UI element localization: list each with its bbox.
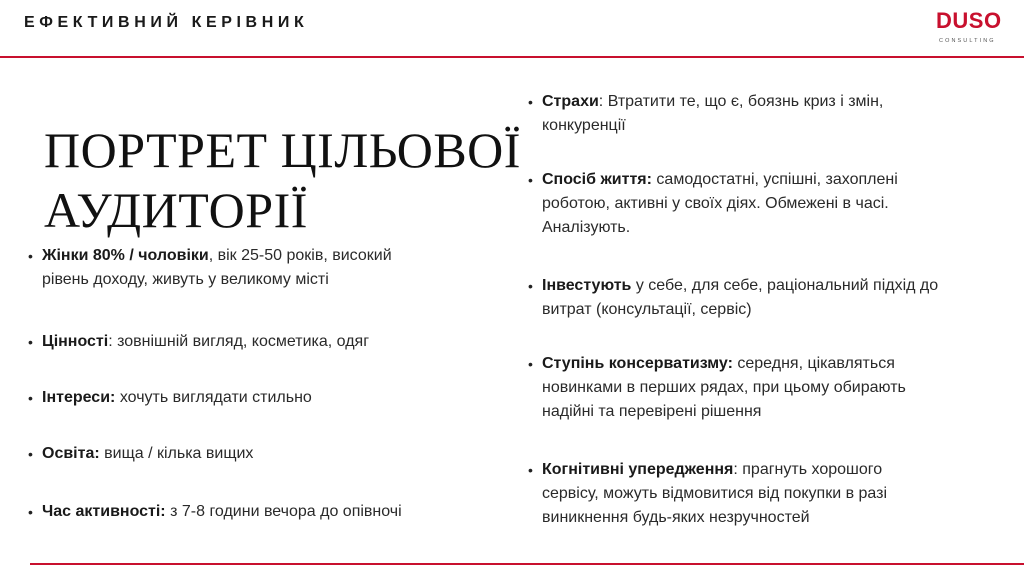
item-text: середня, цікавляться bbox=[732, 355, 895, 372]
list-item-fears bbox=[528, 90, 883, 138]
item-label: Ступінь консерватизму: bbox=[542, 355, 733, 372]
item-text: з 7-8 години вечора до опівночі bbox=[165, 503, 402, 520]
item-label: Когнітивні упередження bbox=[542, 461, 734, 478]
item-text-cont: виникнення будь-яких незручностей bbox=[542, 509, 810, 526]
item-text-cont: сервісу, можуть відмовитися від покупки в разі bbox=[542, 485, 888, 502]
slide-title-line-1: ПОРТРЕТ ЦІЛЬОВОЇ bbox=[44, 121, 521, 178]
list-item-cognitive-bias bbox=[528, 458, 887, 530]
list-item-values bbox=[28, 330, 369, 354]
item-text: : зовнішній вигляд, косметика, одяг bbox=[108, 333, 370, 350]
bullet-icon: • bbox=[28, 248, 33, 264]
item-label: Цінності bbox=[42, 333, 109, 350]
item-label: Жінки 80% / чоловіки bbox=[42, 247, 209, 264]
item-text-cont: надійні та перевірені рішення bbox=[542, 403, 762, 420]
item-label: Інтереси: bbox=[42, 389, 116, 406]
item-text: : прагнуть хорошого bbox=[733, 461, 883, 478]
item-text: , вік 25-50 років, високий bbox=[208, 247, 392, 264]
list-item-activity-time bbox=[28, 500, 402, 524]
list-item-lifestyle bbox=[528, 168, 898, 240]
bullet-icon: • bbox=[528, 172, 533, 188]
list-item-education bbox=[28, 442, 253, 466]
item-text-cont: витрат (консультації, сервіс) bbox=[542, 301, 752, 318]
bullet-icon: • bbox=[528, 462, 533, 478]
list-item-interests bbox=[28, 386, 312, 410]
item-text: хочуть виглядати стильно bbox=[115, 389, 312, 406]
item-text: : Втратити те, що є, боязнь криз і змін, bbox=[598, 93, 884, 110]
item-text-cont: конкуренції bbox=[542, 117, 626, 134]
slide-title-line-2: АУДИТОРІЇ bbox=[44, 181, 308, 238]
item-text-cont: роботою, активні у своїх діях. Обмежені в часі. bbox=[542, 195, 889, 212]
item-text-cont: Аналізують. bbox=[542, 219, 631, 236]
item-text: самодостатні, успішні, захоплені bbox=[651, 171, 898, 188]
item-text: вища / кілька вищих bbox=[99, 445, 254, 462]
logo-subtitle: CONSULTING bbox=[939, 38, 996, 44]
item-label: Інвестують bbox=[542, 277, 632, 294]
bullet-icon: • bbox=[28, 334, 33, 350]
item-label: Час активності: bbox=[42, 503, 166, 520]
bullet-icon: • bbox=[528, 94, 533, 110]
item-label: Освіта: bbox=[42, 445, 100, 462]
item-label: Страхи bbox=[542, 93, 599, 110]
slide-title bbox=[44, 120, 521, 240]
logo-wordmark: DUSO bbox=[936, 8, 1002, 33]
bullet-icon: • bbox=[528, 356, 533, 372]
item-label: Спосіб життя: bbox=[542, 171, 652, 188]
list-item-gender bbox=[28, 244, 512, 292]
header-title: ЕФЕКТИВНИЙ КЕРІВНИК bbox=[24, 14, 309, 31]
bullet-icon: • bbox=[28, 504, 33, 520]
list-item-conservatism bbox=[528, 352, 906, 424]
duso-logo bbox=[936, 8, 1006, 48]
list-item-investments bbox=[528, 274, 938, 322]
item-text-cont: новинками в перших рядах, при цьому обирають bbox=[542, 379, 906, 396]
footer-divider bbox=[30, 563, 1024, 565]
bullet-icon: • bbox=[528, 278, 533, 294]
bullet-icon: • bbox=[28, 446, 33, 462]
item-text-cont: рівень доходу, живуть у великому місті bbox=[42, 271, 329, 288]
header-divider bbox=[0, 56, 1024, 58]
item-text: у себе, для себе, раціональний підхід до bbox=[631, 277, 939, 294]
bullet-icon: • bbox=[28, 390, 33, 406]
